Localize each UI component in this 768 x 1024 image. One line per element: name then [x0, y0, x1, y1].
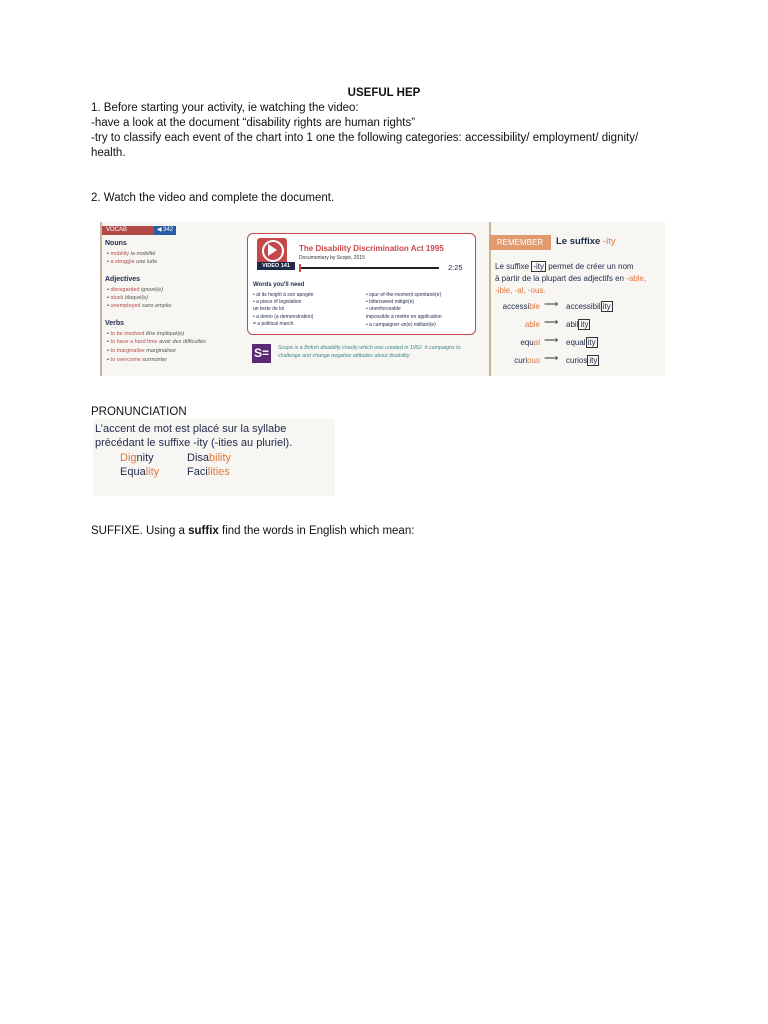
- video-progress-track: [299, 267, 439, 269]
- vocab-noun-item: • a struggle une lutte: [107, 259, 158, 265]
- suffix-example-base: able: [524, 320, 540, 329]
- video-duration: 2:25: [448, 263, 463, 272]
- pronunciation-word: Facilities: [187, 466, 230, 478]
- suffix-example-result: abil ity: [566, 320, 589, 329]
- arrow-right-icon: ⟶: [544, 353, 559, 364]
- vocab-nouns-heading: Nouns: [105, 240, 127, 247]
- vocab-verb-item: • to overcome surmonter: [107, 357, 168, 363]
- pronunciation-heading: PRONUNCIATION: [91, 406, 187, 418]
- vocab-verb-item: • to marginalise marginaliser: [107, 348, 177, 354]
- word-item: impossible à mettre en application: [366, 314, 442, 320]
- video-progress-handle: [299, 264, 301, 272]
- pronunciation-word: Dignity: [120, 452, 154, 464]
- vocab-verb-item: • to have a hard time avoir des difficultés: [107, 339, 206, 345]
- scope-logo: S=: [252, 344, 271, 363]
- suffix-example-result: equal ity: [566, 338, 596, 347]
- suffix-example-result: curios ity: [566, 356, 598, 365]
- suffix-example-result: accessibil ity: [566, 302, 611, 311]
- play-icon: [268, 244, 277, 256]
- word-item: • a piece of legislation: [253, 299, 302, 305]
- suffix-example-base: accessible: [502, 302, 540, 311]
- remember-tag: REMEMBER: [489, 235, 551, 250]
- video-subtitle: Documentary by Scope, 2015: [299, 255, 365, 261]
- vocab-adj-item: • disregarded ignoré(e): [107, 287, 164, 293]
- pronunciation-word: Disability: [187, 452, 232, 464]
- remember-rule: Le suffixe -ity permet de créer un nom à partir de la plupart des adjectifs en -able, -ible, -al, -ous.: [495, 262, 647, 295]
- step-1-b-cont: health.: [91, 147, 126, 159]
- vocab-verbs-heading: Verbs: [105, 320, 125, 327]
- arrow-right-icon: ⟶: [544, 299, 559, 310]
- word-item: • spur-of-the-moment spontané(e): [366, 292, 442, 298]
- scope-description: Scope is a British disability charity which was created in 1952. It campaigns to challenge and change negative attitudes about disability.: [278, 345, 461, 359]
- word-item: • a campaigner un(e) militant(e): [366, 322, 436, 328]
- step-1: 1. Before starting your activity, ie watching the video:: [91, 102, 359, 114]
- audio-icon: ◀ 342: [154, 226, 176, 235]
- suffix-example-base: equal: [520, 338, 540, 347]
- words-heading: Words you'll need: [253, 282, 305, 288]
- word-item: un texte de loi: [253, 306, 285, 312]
- video-title: The Disability Discrimination Act 1995: [299, 244, 444, 253]
- vocab-verb-item: • to be involved être impliqué(e): [107, 331, 185, 337]
- suffixe-instruction: SUFFIXE. Using a suffix find the words in English which mean:: [91, 525, 415, 537]
- vocab-adj-item: • unemployed sans emploi: [107, 303, 172, 309]
- vocab-adjectives-heading: Adjectives: [105, 276, 141, 283]
- vocab-adj-item: • stuck bloqué(e): [107, 295, 149, 301]
- page-title: USEFUL HEP: [347, 87, 421, 99]
- arrow-right-icon: ⟶: [544, 317, 559, 328]
- vocab-noun-item: • mobility la mobilité: [107, 251, 156, 257]
- video-label: VIDEO 141: [257, 262, 295, 270]
- word-item: • bittersweet mitigé(e): [366, 299, 415, 305]
- word-item: • at its height à son apogée: [253, 292, 314, 298]
- word-item: • a demo (a demonstration): [253, 314, 314, 320]
- suffix-example-base: curious: [514, 356, 540, 365]
- vocab-tag: VOCAB: [102, 226, 154, 235]
- word-item: = a political march: [253, 321, 294, 327]
- remember-title: Le suffixe -ity: [556, 236, 616, 247]
- pronunciation-rule: L’accent de mot est placé sur la syllabe précédant le suffixe -ity (-ities au pluriel).: [95, 423, 293, 449]
- step-1-b: -try to classify each event of the chart into 1 one the following categories: accessibility/ employment/ dignity/: [91, 132, 639, 144]
- pronunciation-word: Equality: [120, 466, 160, 478]
- step-2: 2. Watch the video and complete the document.: [91, 192, 335, 204]
- word-item: • unenforceable: [366, 306, 401, 312]
- arrow-right-icon: ⟶: [544, 335, 559, 346]
- step-1-a: -have a look at the document “disability rights are human rights”: [91, 117, 416, 129]
